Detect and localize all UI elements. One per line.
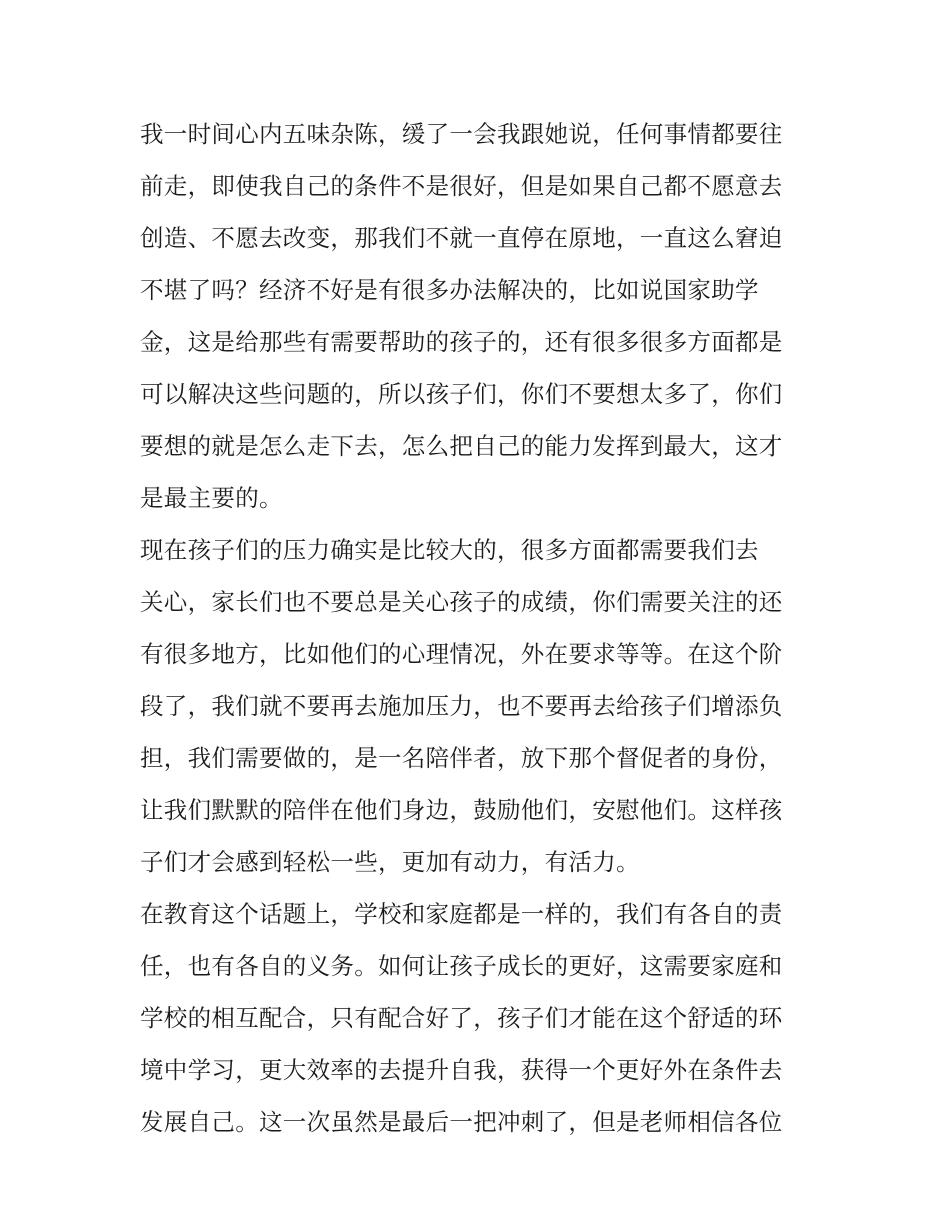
- text-line-8: 是最主要的。: [140, 484, 283, 512]
- text-line-5: 金，这是给那些有需要帮助的孩子的，还有很多很多方面都是: [140, 328, 783, 356]
- text-line-19: 境中学习，更大效率的去提升自我，获得一个更好外在条件去: [140, 1056, 783, 1084]
- text-line-1: 我一时间心内五味杂陈，缓了一会我跟她说，任何事情都要往: [140, 120, 783, 148]
- text-line-9: 现在孩子们的压力确实是比较大的，很多方面都需要我们去: [140, 536, 759, 564]
- text-line-11: 有很多地方，比如他们的心理情况，外在要求等等。在这个阶: [140, 640, 783, 668]
- text-line-7: 要想的就是怎么走下去，怎么把自己的能力发挥到最大，这才: [140, 432, 783, 460]
- text-line-17: 任，也有各自的义务。如何让孩子成长的更好，这需要家庭和: [140, 952, 783, 980]
- text-line-10: 关心，家长们也不要总是关心孩子的成绩，你们需要关注的还: [140, 588, 783, 616]
- text-line-14: 让我们默默的陪伴在他们身边，鼓励他们，安慰他们。这样孩: [140, 796, 783, 824]
- text-line-2: 前走，即使我自己的条件不是很好，但是如果自己都不愿意去: [140, 172, 783, 200]
- text-line-18: 学校的相互配合，只有配合好了，孩子们才能在这个舒适的环: [140, 1004, 783, 1032]
- text-line-13: 担，我们需要做的，是一名陪伴者，放下那个督促者的身份，: [140, 744, 783, 772]
- text-line-3: 创造、不愿去改变，那我们不就一直停在原地，一直这么窘迫: [140, 224, 783, 252]
- document-body: [140, 108, 820, 1148]
- text-line-12: 段了，我们就不要再去施加压力，也不要再去给孩子们增添负: [140, 692, 783, 720]
- text-line-16: 在教育这个话题上，学校和家庭都是一样的，我们有各自的责: [140, 900, 783, 928]
- text-line-4: 不堪了吗？经济不好是有很多办法解决的，比如说国家助学: [140, 276, 759, 304]
- text-line-6: 可以解决这些问题的，所以孩子们，你们不要想太多了，你们: [140, 380, 783, 408]
- text-line-15: 子们才会感到轻松一些，更加有动力，有活力。: [140, 848, 640, 876]
- text-line-20: 发展自己。这一次虽然是最后一把冲刺了，但是老师相信各位: [140, 1108, 783, 1136]
